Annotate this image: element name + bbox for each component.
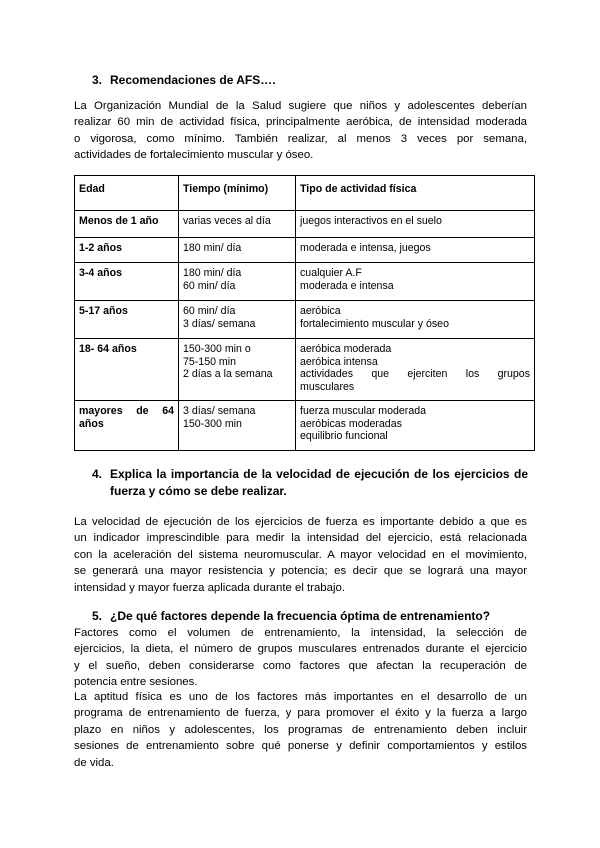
section-3-heading [92,72,276,88]
cell-tiempo: 150-300 min [183,417,242,430]
table-row [75,211,535,238]
cell-tiempo: 2 días a la semana [183,368,273,381]
header-tipo: Tipo de actividad física [296,176,535,211]
paragraph-line: y el sueño, deben considerarse como factores que afectan la recuperación de [74,659,527,672]
table-row [75,263,535,301]
cell-tipo: fuerza muscular moderada [300,405,427,417]
section-3-number: 3. [92,73,103,87]
paragraph-line: programa de entrenamiento de fuerza, y para promover el éxito y la fuerza a largo [74,707,527,720]
paragraph-line: un indicador imprescindible para medir la intensidad del ejercicio, está relacionada [74,532,527,545]
section-3-paragraph [74,98,527,164]
paragraph-line: sesiones de entrenamiento sobre qué ponerse y definir comportamientos y estilos [74,740,527,753]
cell-tipo: fortalecimiento muscular y óseo [300,317,449,330]
cell-tiempo: 180 min/ día [183,267,242,279]
cell-tipo: moderada e intensa, juegos [300,242,431,254]
section-4-heading [92,466,528,500]
paragraph-line: plazo en niños y adolescentes, los programas de entrenamiento deben incluir [74,723,527,736]
paragraph-line: actividades de fortalecimiento muscular y óseo. [74,149,314,162]
paragraph-line: potencia entre sesiones. [74,676,198,689]
cell-tipo: aeróbica intensa [300,355,378,368]
cell-tipo: musculares [300,380,355,393]
cell-edad: 1-2 años [79,242,122,254]
cell-tipo: aeróbica [300,305,341,317]
cell-tiempo: 60 min/ día [183,279,236,292]
cell-edad: 18- 64 años [79,343,137,355]
cell-tiempo: varias veces al día [183,215,271,227]
table-row [75,238,535,263]
cell-tiempo: 180 min/ día [183,242,242,254]
cell-tipo: actividades que ejerciten los grupos [300,368,530,381]
section-4-paragraph [74,514,527,596]
cell-tiempo: 3 días/ semana [183,405,256,417]
section-5-paragraph-2 [74,689,527,771]
paragraph-line: realizar 60 min de actividad física, principalmente aeróbica, de intensidad moderada [74,116,527,129]
section-3-title: Recomendaciones de AFS…. [110,73,276,87]
paragraph-line: con la aceleración del sistema neuromuscular. A mayor velocidad en el movimiento, [74,548,527,561]
physical-activity-table [74,175,535,451]
paragraph-line: o vigorosa, como mínimo. También realizar, al menos 3 veces por semana, [74,132,527,145]
cell-tiempo: 75-150 min [183,355,236,368]
section-4-number: 4. [92,467,103,481]
paragraph-line: La aptitud física es uno de los factores más importantes en el desarrollo de un [74,691,527,703]
cell-edad: mayores de 64 [79,405,174,417]
paragraph-line: intensidad y mayor fuerza aplicada durante el trabajo. [74,581,346,594]
cell-tiempo: 3 días/ semana [183,317,256,330]
cell-tipo: equilibrio funcional [300,430,388,443]
section-4-title-line: Explica la importancia de la velocidad de ejecución de los ejercicios de [110,467,528,481]
paragraph-line: se generará una mayor resistencia y potencia; es decir que se logrará una mayor [74,565,527,578]
paragraph-line: de vida. [74,756,114,769]
paragraph-line: Factores como el volumen de entrenamiento, la intensidad, la selección de [74,627,527,639]
header-edad: Edad [75,176,179,211]
table-header-row [75,176,535,211]
section-5-paragraph-1 [74,625,527,691]
section-5-number: 5. [92,609,103,623]
table-row [75,301,535,339]
cell-tipo: aeróbicas moderadas [300,417,402,430]
cell-tiempo: 60 min/ día [183,305,236,317]
paragraph-line: ejercicios, la dieta, el número de grupos musculares entrenados durante el ejercicio [74,643,527,656]
cell-tiempo: 150-300 min o [183,343,251,355]
cell-tipo: moderada e intensa [300,279,394,292]
table-row [75,339,535,401]
cell-tipo: cualquier A.F [300,267,362,279]
table-row [75,401,535,451]
cell-edad: años [79,417,104,430]
cell-edad: 3-4 años [79,267,122,279]
header-tiempo: Tiempo (mínimo) [179,176,296,211]
cell-edad: 5-17 años [79,305,128,317]
section-5-heading [92,608,490,624]
section-4-title-line: fuerza y cómo se debe realizar. [110,484,287,498]
cell-tipo: aeróbica moderada [300,343,392,355]
paragraph-line: La velocidad de ejecución de los ejercicios de fuerza es importante debido a que es [74,516,527,528]
cell-edad: Menos de 1 año [79,215,159,227]
cell-tipo: juegos interactivos en el suelo [300,215,442,227]
section-5-title: ¿De qué factores depende la frecuencia óptima de entrenamiento? [110,609,491,623]
paragraph-line: La Organización Mundial de la Salud sugiere que niños y adolescentes deberían [74,100,527,112]
